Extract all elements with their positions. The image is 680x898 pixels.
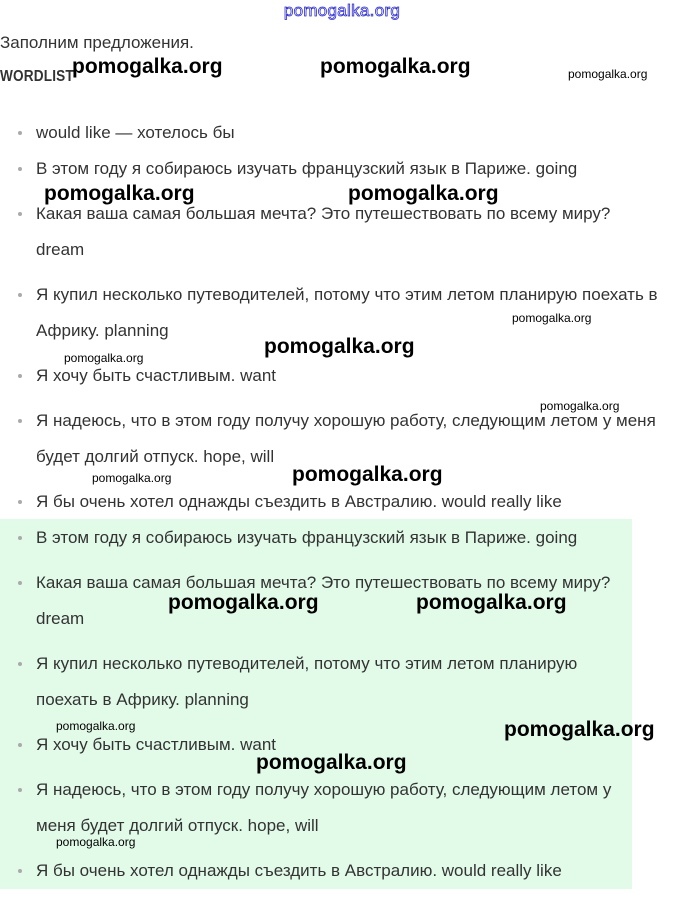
watermark: pomogalka.org	[256, 751, 407, 774]
list-item: В этом году я собираюсь изучать французский язык в Париже. going	[0, 151, 660, 187]
watermark: pomogalka.org	[56, 719, 136, 733]
watermark: pomogalka.org	[168, 591, 319, 614]
watermark: pomogalka.org	[504, 718, 655, 741]
list-item: Какая ваша самая большая мечта? Это путешествовать по всему миру? dream	[0, 196, 660, 268]
watermark: pomogalka.org	[92, 471, 172, 485]
watermark: pomogalka.org	[292, 463, 443, 486]
list-item: Я надеюсь, что в этом году получу хорошую работу, следующим летом у меня будет долгий отпуск. hope, will	[0, 403, 660, 475]
watermark: pomogalka.org	[416, 591, 567, 614]
watermark: pomogalka.org	[540, 399, 620, 413]
list-item: Я бы очень хотел однажды съездить в Австралию. would really like	[0, 484, 660, 520]
watermark: pomogalka.org	[348, 182, 499, 205]
watermark: pomogalka.org	[72, 55, 223, 78]
watermark: pomogalka.org	[568, 67, 648, 81]
list-item: Я надеюсь, что в этом году получу хорошую работу, следующим летом у меня будет долгий отпуск. hope, will	[0, 772, 625, 844]
watermark: pomogalka.org	[512, 311, 592, 325]
list-item: Я купил несколько путеводителей, потому что этим летом планирую поехать в Африку. planning	[0, 277, 660, 349]
watermark: pomogalka.org	[264, 335, 415, 358]
list-item: Я хочу быть счастливым. want	[0, 727, 625, 763]
watermark: pomogalka.org	[64, 351, 144, 365]
list-item: Я хочу быть счастливым. want	[0, 358, 660, 394]
wordlist-heading: WORDLIST	[0, 68, 74, 85]
list-item: Я купил несколько путеводителей, потому что этим летом планирую поехать в Африку. planning	[0, 646, 625, 718]
header-watermark: pomogalka.org	[283, 1, 401, 20]
list-item: Я бы очень хотел однажды съездить в Австралию. would really like	[0, 853, 625, 889]
watermark: pomogalka.org	[44, 182, 195, 205]
list-item: Какая ваша самая большая мечта? Это путешествовать по всему миру? dream	[0, 565, 625, 637]
watermark: pomogalka.org	[320, 55, 471, 78]
watermark: pomogalka.org	[56, 835, 136, 849]
list-item: would like — хотелось бы	[0, 115, 660, 151]
intro-text: Заполним предложения.	[0, 33, 194, 52]
list-item: В этом году я собираюсь изучать французский язык в Париже. going	[0, 520, 625, 556]
